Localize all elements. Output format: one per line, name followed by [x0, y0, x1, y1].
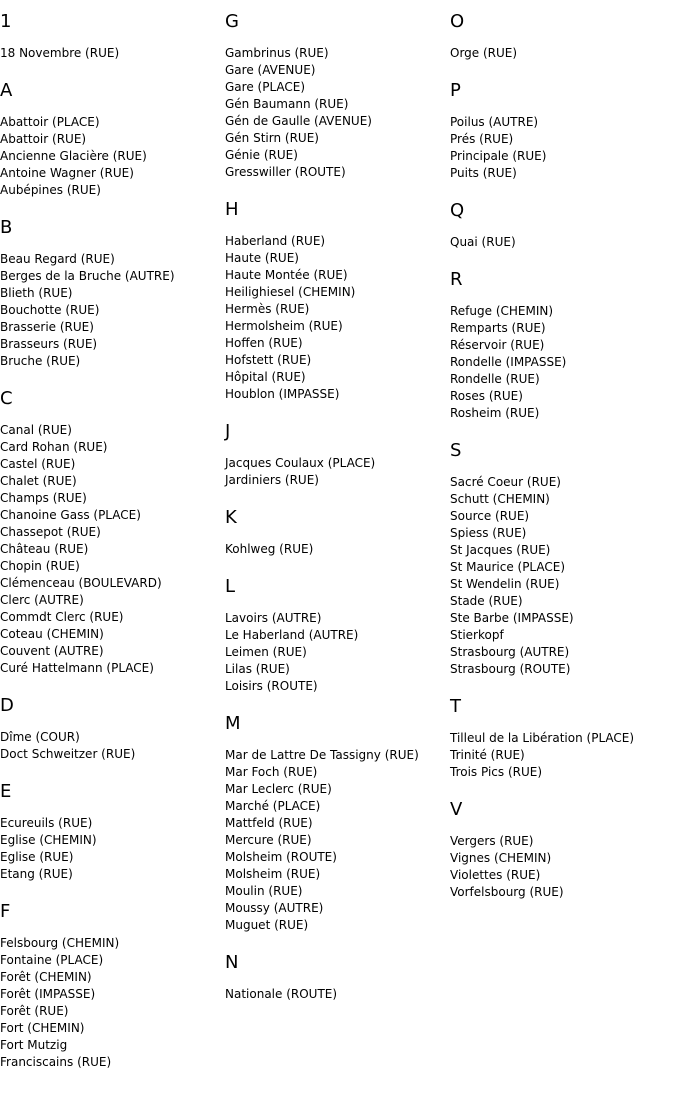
street-list — [450, 114, 672, 182]
street-entry: St Maurice (PLACE) — [450, 560, 566, 574]
street-entry: Forêt (RUE) — [0, 1004, 69, 1018]
street-entry: Vorfelsbourg (RUE) — [450, 885, 564, 899]
street-list — [450, 474, 672, 678]
street-entry: Chassepot (RUE) — [0, 525, 101, 539]
street-entry: Principale (RUE) — [450, 149, 547, 163]
street-entry: Forêt (CHEMIN) — [0, 970, 92, 984]
street-entry: Coteau (CHEMIN) — [0, 627, 104, 641]
street-entry: Trinité (RUE) — [450, 748, 525, 762]
street-entry: Gresswiller (ROUTE) — [225, 165, 346, 179]
street-entry: Haberland (RUE) — [225, 234, 326, 248]
street-list — [0, 251, 222, 370]
street-entry: Chanoine Gass (PLACE) — [0, 508, 141, 522]
street-entry: Violettes (RUE) — [450, 868, 541, 882]
street-list — [0, 729, 222, 763]
street-entry: Eglise (RUE) — [0, 850, 74, 864]
letter-section — [0, 780, 222, 883]
letter-section — [450, 268, 672, 422]
street-entry: Refuge (CHEMIN) — [450, 304, 554, 318]
letter-section — [450, 439, 672, 678]
street-list — [225, 455, 447, 489]
street-entry: Mar Leclerc (RUE) — [225, 782, 332, 796]
street-entry: Haute (RUE) — [225, 251, 299, 265]
letter-section — [450, 199, 672, 251]
street-index-column-3 — [450, 10, 672, 918]
street-list — [450, 45, 672, 62]
street-entry: Trois Pics (RUE) — [450, 765, 543, 779]
street-index-column-2 — [225, 10, 447, 1020]
street-entry: Canal (RUE) — [0, 423, 72, 437]
street-entry: Doct Schweitzer (RUE) — [0, 747, 136, 761]
letter-section — [225, 10, 447, 181]
letter-heading: N — [225, 952, 239, 973]
street-list — [450, 303, 672, 422]
street-entry: Vignes (CHEMIN) — [450, 851, 552, 865]
street-entry: Felsbourg (CHEMIN) — [0, 936, 120, 950]
street-entry: Lavoirs (AUTRE) — [225, 611, 322, 625]
street-entry: Quai (RUE) — [450, 235, 516, 249]
street-entry: Hermès (RUE) — [225, 302, 310, 316]
street-entry: Rondelle (RUE) — [450, 372, 540, 386]
street-entry: Gambrinus (RUE) — [225, 46, 329, 60]
street-entry: Spiess (RUE) — [450, 526, 527, 540]
street-entry: Champs (RUE) — [0, 491, 87, 505]
street-index-column-1 — [0, 10, 222, 1088]
street-entry: Heilighiesel (CHEMIN) — [225, 285, 356, 299]
street-entry: Brasserie (RUE) — [0, 320, 94, 334]
street-entry: Strasbourg (ROUTE) — [450, 662, 571, 676]
letter-section — [0, 216, 222, 370]
street-entry: Fontaine (PLACE) — [0, 953, 104, 967]
street-entry: Kohlweg (RUE) — [225, 542, 314, 556]
letter-section — [450, 695, 672, 781]
street-list — [0, 45, 222, 62]
street-entry: Brasseurs (RUE) — [0, 337, 98, 351]
street-entry: Molsheim (ROUTE) — [225, 850, 337, 864]
street-entry: Fort Mutzig — [0, 1038, 68, 1052]
letter-heading: M — [225, 713, 241, 734]
letter-heading: H — [225, 199, 239, 220]
street-entry: St Jacques (RUE) — [450, 543, 551, 557]
street-entry: Castel (RUE) — [0, 457, 76, 471]
street-entry: Orge (RUE) — [450, 46, 518, 60]
letter-heading: J — [225, 421, 231, 442]
street-entry: Bouchotte (RUE) — [0, 303, 100, 317]
street-entry: Mar de Lattre De Tassigny (RUE) — [225, 748, 419, 762]
street-entry: Leimen (RUE) — [225, 645, 307, 659]
street-entry: Gare (PLACE) — [225, 80, 306, 94]
street-list — [0, 935, 222, 1071]
letter-section — [225, 420, 447, 489]
letter-heading: P — [450, 80, 461, 101]
street-entry: Nationale (ROUTE) — [225, 987, 338, 1001]
letter-section — [0, 79, 222, 199]
street-entry: Poilus (AUTRE) — [450, 115, 539, 129]
street-list — [0, 422, 222, 677]
street-entry: Hôpital (RUE) — [225, 370, 306, 384]
letter-section — [0, 900, 222, 1071]
street-entry: Rosheim (RUE) — [450, 406, 540, 420]
street-entry: Couvent (AUTRE) — [0, 644, 104, 658]
street-entry: Abattoir (RUE) — [0, 132, 87, 146]
street-entry: Fort (CHEMIN) — [0, 1021, 85, 1035]
letter-section — [0, 10, 222, 62]
street-entry: Hofstett (RUE) — [225, 353, 312, 367]
letter-section — [225, 575, 447, 695]
street-entry: Lilas (RUE) — [225, 662, 290, 676]
letter-section — [450, 10, 672, 62]
letter-heading: C — [0, 388, 13, 409]
letter-heading: D — [0, 695, 14, 716]
street-entry: Card Rohan (RUE) — [0, 440, 108, 454]
letter-heading: G — [225, 11, 239, 32]
street-entry: Sacré Coeur (RUE) — [450, 475, 561, 489]
street-entry: Chalet (RUE) — [0, 474, 77, 488]
street-entry: Mar Foch (RUE) — [225, 765, 318, 779]
street-entry: St Wendelin (RUE) — [450, 577, 560, 591]
street-list — [450, 833, 672, 901]
street-entry: Commdt Clerc (RUE) — [0, 610, 124, 624]
street-entry: Moussy (AUTRE) — [225, 901, 324, 915]
street-entry: Forêt (IMPASSE) — [0, 987, 96, 1001]
street-entry: Stade (RUE) — [450, 594, 523, 608]
street-entry: Gén Baumann (RUE) — [225, 97, 349, 111]
street-list — [225, 610, 447, 695]
letter-section — [0, 694, 222, 763]
street-entry: Gén Stirn (RUE) — [225, 131, 319, 145]
street-entry: Haute Montée (RUE) — [225, 268, 348, 282]
street-entry: Marché (PLACE) — [225, 799, 321, 813]
letter-section — [450, 79, 672, 182]
letter-heading: A — [0, 80, 13, 101]
letter-section — [225, 951, 447, 1003]
street-entry: 18 Novembre (RUE) — [0, 46, 120, 60]
street-entry: Ecureuils (RUE) — [0, 816, 93, 830]
street-entry: Franciscains (RUE) — [0, 1055, 112, 1069]
street-entry: Mercure (RUE) — [225, 833, 312, 847]
street-entry: Houblon (IMPASSE) — [225, 387, 340, 401]
street-entry: Bruche (RUE) — [0, 354, 81, 368]
street-entry: Beau Regard (RUE) — [0, 252, 115, 266]
street-entry: Loisirs (ROUTE) — [225, 679, 318, 693]
street-list — [225, 747, 447, 934]
street-entry: Molsheim (RUE) — [225, 867, 321, 881]
street-list — [225, 986, 447, 1003]
street-entry: Gare (AVENUE) — [225, 63, 316, 77]
street-entry: Dîme (COUR) — [0, 730, 80, 744]
street-entry: Etang (RUE) — [0, 867, 73, 881]
street-entry: Ste Barbe (IMPASSE) — [450, 611, 574, 625]
street-entry: Ancienne Glacière (RUE) — [0, 149, 147, 163]
street-entry: Gén de Gaulle (AVENUE) — [225, 114, 372, 128]
letter-heading: 1 — [0, 11, 12, 32]
street-list — [0, 114, 222, 199]
street-entry: Rondelle (IMPASSE) — [450, 355, 567, 369]
letter-heading: B — [0, 217, 13, 238]
street-list — [225, 541, 447, 558]
letter-heading: F — [0, 901, 11, 922]
street-entry: Curé Hattelmann (PLACE) — [0, 661, 154, 675]
letter-section — [225, 712, 447, 934]
street-entry: Antoine Wagner (RUE) — [0, 166, 134, 180]
letter-section — [225, 506, 447, 558]
street-entry: Clerc (AUTRE) — [0, 593, 84, 607]
street-entry: Muguet (RUE) — [225, 918, 309, 932]
street-entry: Jardiniers (RUE) — [225, 473, 319, 487]
street-entry: Strasbourg (AUTRE) — [450, 645, 570, 659]
street-entry: Source (RUE) — [450, 509, 530, 523]
letter-heading: T — [450, 696, 461, 717]
street-entry: Hoffen (RUE) — [225, 336, 303, 350]
letter-heading: Q — [450, 200, 465, 221]
letter-heading: K — [225, 507, 237, 528]
street-entry: Vergers (RUE) — [450, 834, 534, 848]
letter-section — [450, 798, 672, 901]
street-entry: Tilleul de la Libération (PLACE) — [450, 731, 635, 745]
letter-heading: V — [450, 799, 463, 820]
street-entry: Le Haberland (AUTRE) — [225, 628, 359, 642]
street-entry: Hermolsheim (RUE) — [225, 319, 343, 333]
street-entry: Génie (RUE) — [225, 148, 298, 162]
letter-heading: L — [225, 576, 236, 597]
street-entry: Aubépines (RUE) — [0, 183, 101, 197]
letter-heading: S — [450, 440, 462, 461]
letter-section — [0, 387, 222, 677]
street-entry: Schutt (CHEMIN) — [450, 492, 550, 506]
street-entry: Abattoir (PLACE) — [0, 115, 100, 129]
street-entry: Prés (RUE) — [450, 132, 514, 146]
street-entry: Mattfeld (RUE) — [225, 816, 313, 830]
street-list — [450, 730, 672, 781]
street-entry: Stierkopf — [450, 628, 504, 642]
street-list — [450, 234, 672, 251]
street-list — [225, 233, 447, 403]
street-entry: Blieth (RUE) — [0, 286, 73, 300]
street-entry: Château (RUE) — [0, 542, 89, 556]
letter-heading: R — [450, 269, 463, 290]
street-list — [225, 45, 447, 181]
street-entry: Roses (RUE) — [450, 389, 523, 403]
street-entry: Berges de la Bruche (AUTRE) — [0, 269, 175, 283]
street-entry: Remparts (RUE) — [450, 321, 546, 335]
street-entry: Puits (RUE) — [450, 166, 517, 180]
letter-heading: O — [450, 11, 465, 32]
letter-section — [225, 198, 447, 403]
street-entry: Réservoir (RUE) — [450, 338, 545, 352]
street-entry: Jacques Coulaux (PLACE) — [225, 456, 376, 470]
street-list — [0, 815, 222, 883]
street-entry: Moulin (RUE) — [225, 884, 303, 898]
letter-heading: E — [0, 781, 12, 802]
street-entry: Chopin (RUE) — [0, 559, 80, 573]
street-entry: Clémenceau (BOULEVARD) — [0, 576, 162, 590]
street-entry: Eglise (CHEMIN) — [0, 833, 97, 847]
